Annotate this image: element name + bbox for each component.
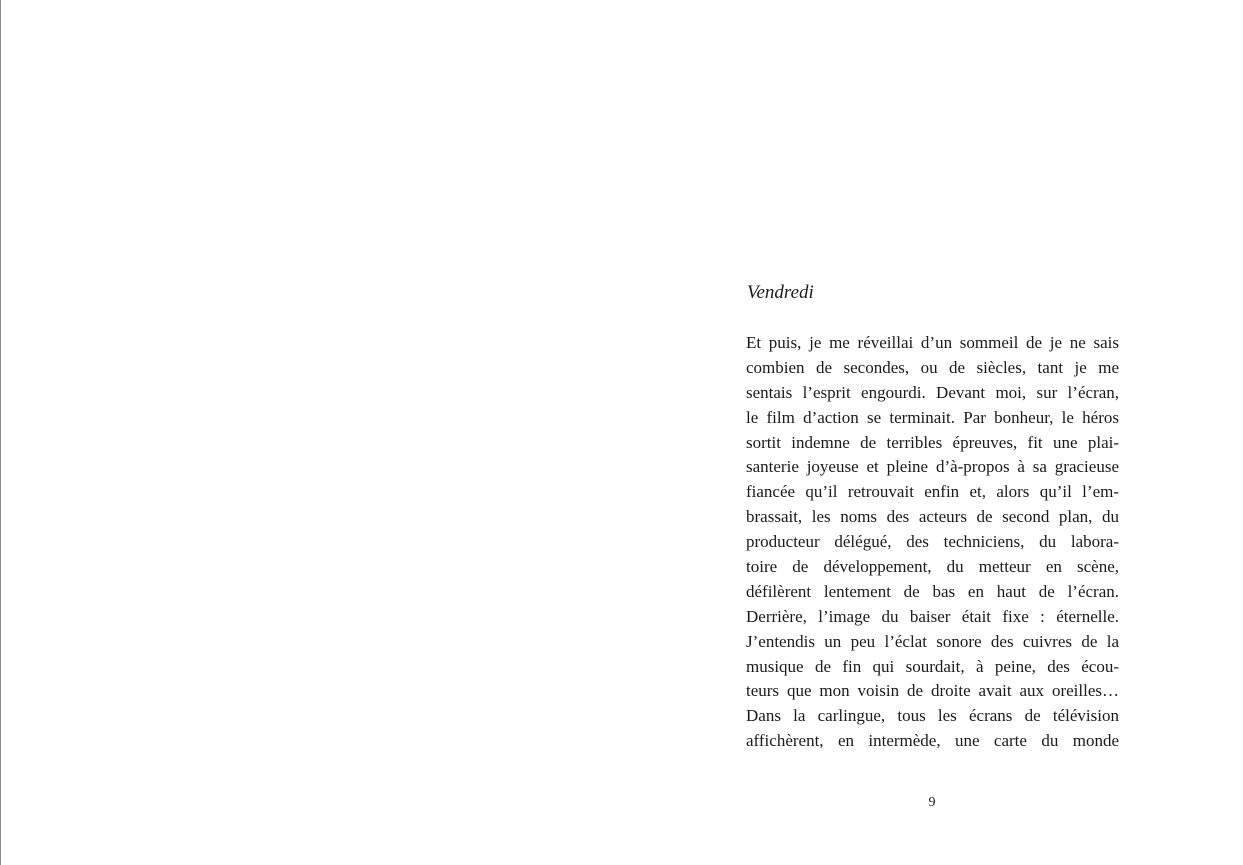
chapter-title: Vendredi — [747, 282, 814, 303]
text-line: Et puis, je me réveillai d’un sommeil de je ne sais — [746, 333, 1119, 352]
text-line: fiancée qu’il retrouvait enfin et, alors qu’il l’em- — [746, 482, 1119, 502]
text-line: affichèrent, en intermède, une carte du monde — [746, 731, 1119, 751]
text-line: Derrière, l’image du baiser était fixe : éternelle. — [746, 606, 1119, 626]
page-number: 9 — [928, 795, 936, 810]
text-line: sortit indemne de terribles épreuves, fit une plai- — [746, 432, 1119, 452]
text-line: santerie joyeuse et pleine d’à-propos à sa gracieuse — [746, 457, 1119, 477]
text-line: le film d’action se terminait. Par bonheur, le héros — [746, 407, 1119, 427]
text-line: brassait, les noms des acteurs de second plan, du — [746, 507, 1119, 527]
body-paragraph — [746, 331, 1119, 754]
text-line: sentais l’esprit engourdi. Devant moi, sur l’écran, — [746, 382, 1119, 402]
text-line: musique de fin qui sourdait, à peine, des écou- — [746, 656, 1119, 676]
text-line: teurs que mon voisin de droite avait aux oreilles… — [746, 681, 1119, 701]
text-line: combien de secondes, ou de siècles, tant je me — [746, 357, 1119, 377]
text-line: J’entendis un peu l’éclat sonore des cuivres de la — [746, 631, 1119, 651]
page-edge-line — [0, 0, 1, 865]
text-line: toire de développement, du metteur en scène, — [746, 557, 1119, 577]
text-line: défilèrent lentement de bas en haut de l’écran. — [746, 581, 1119, 601]
text-line: producteur délégué, des techniciens, du labora- — [746, 532, 1119, 552]
text-line: Dans la carlingue, tous les écrans de télévision — [746, 706, 1119, 726]
